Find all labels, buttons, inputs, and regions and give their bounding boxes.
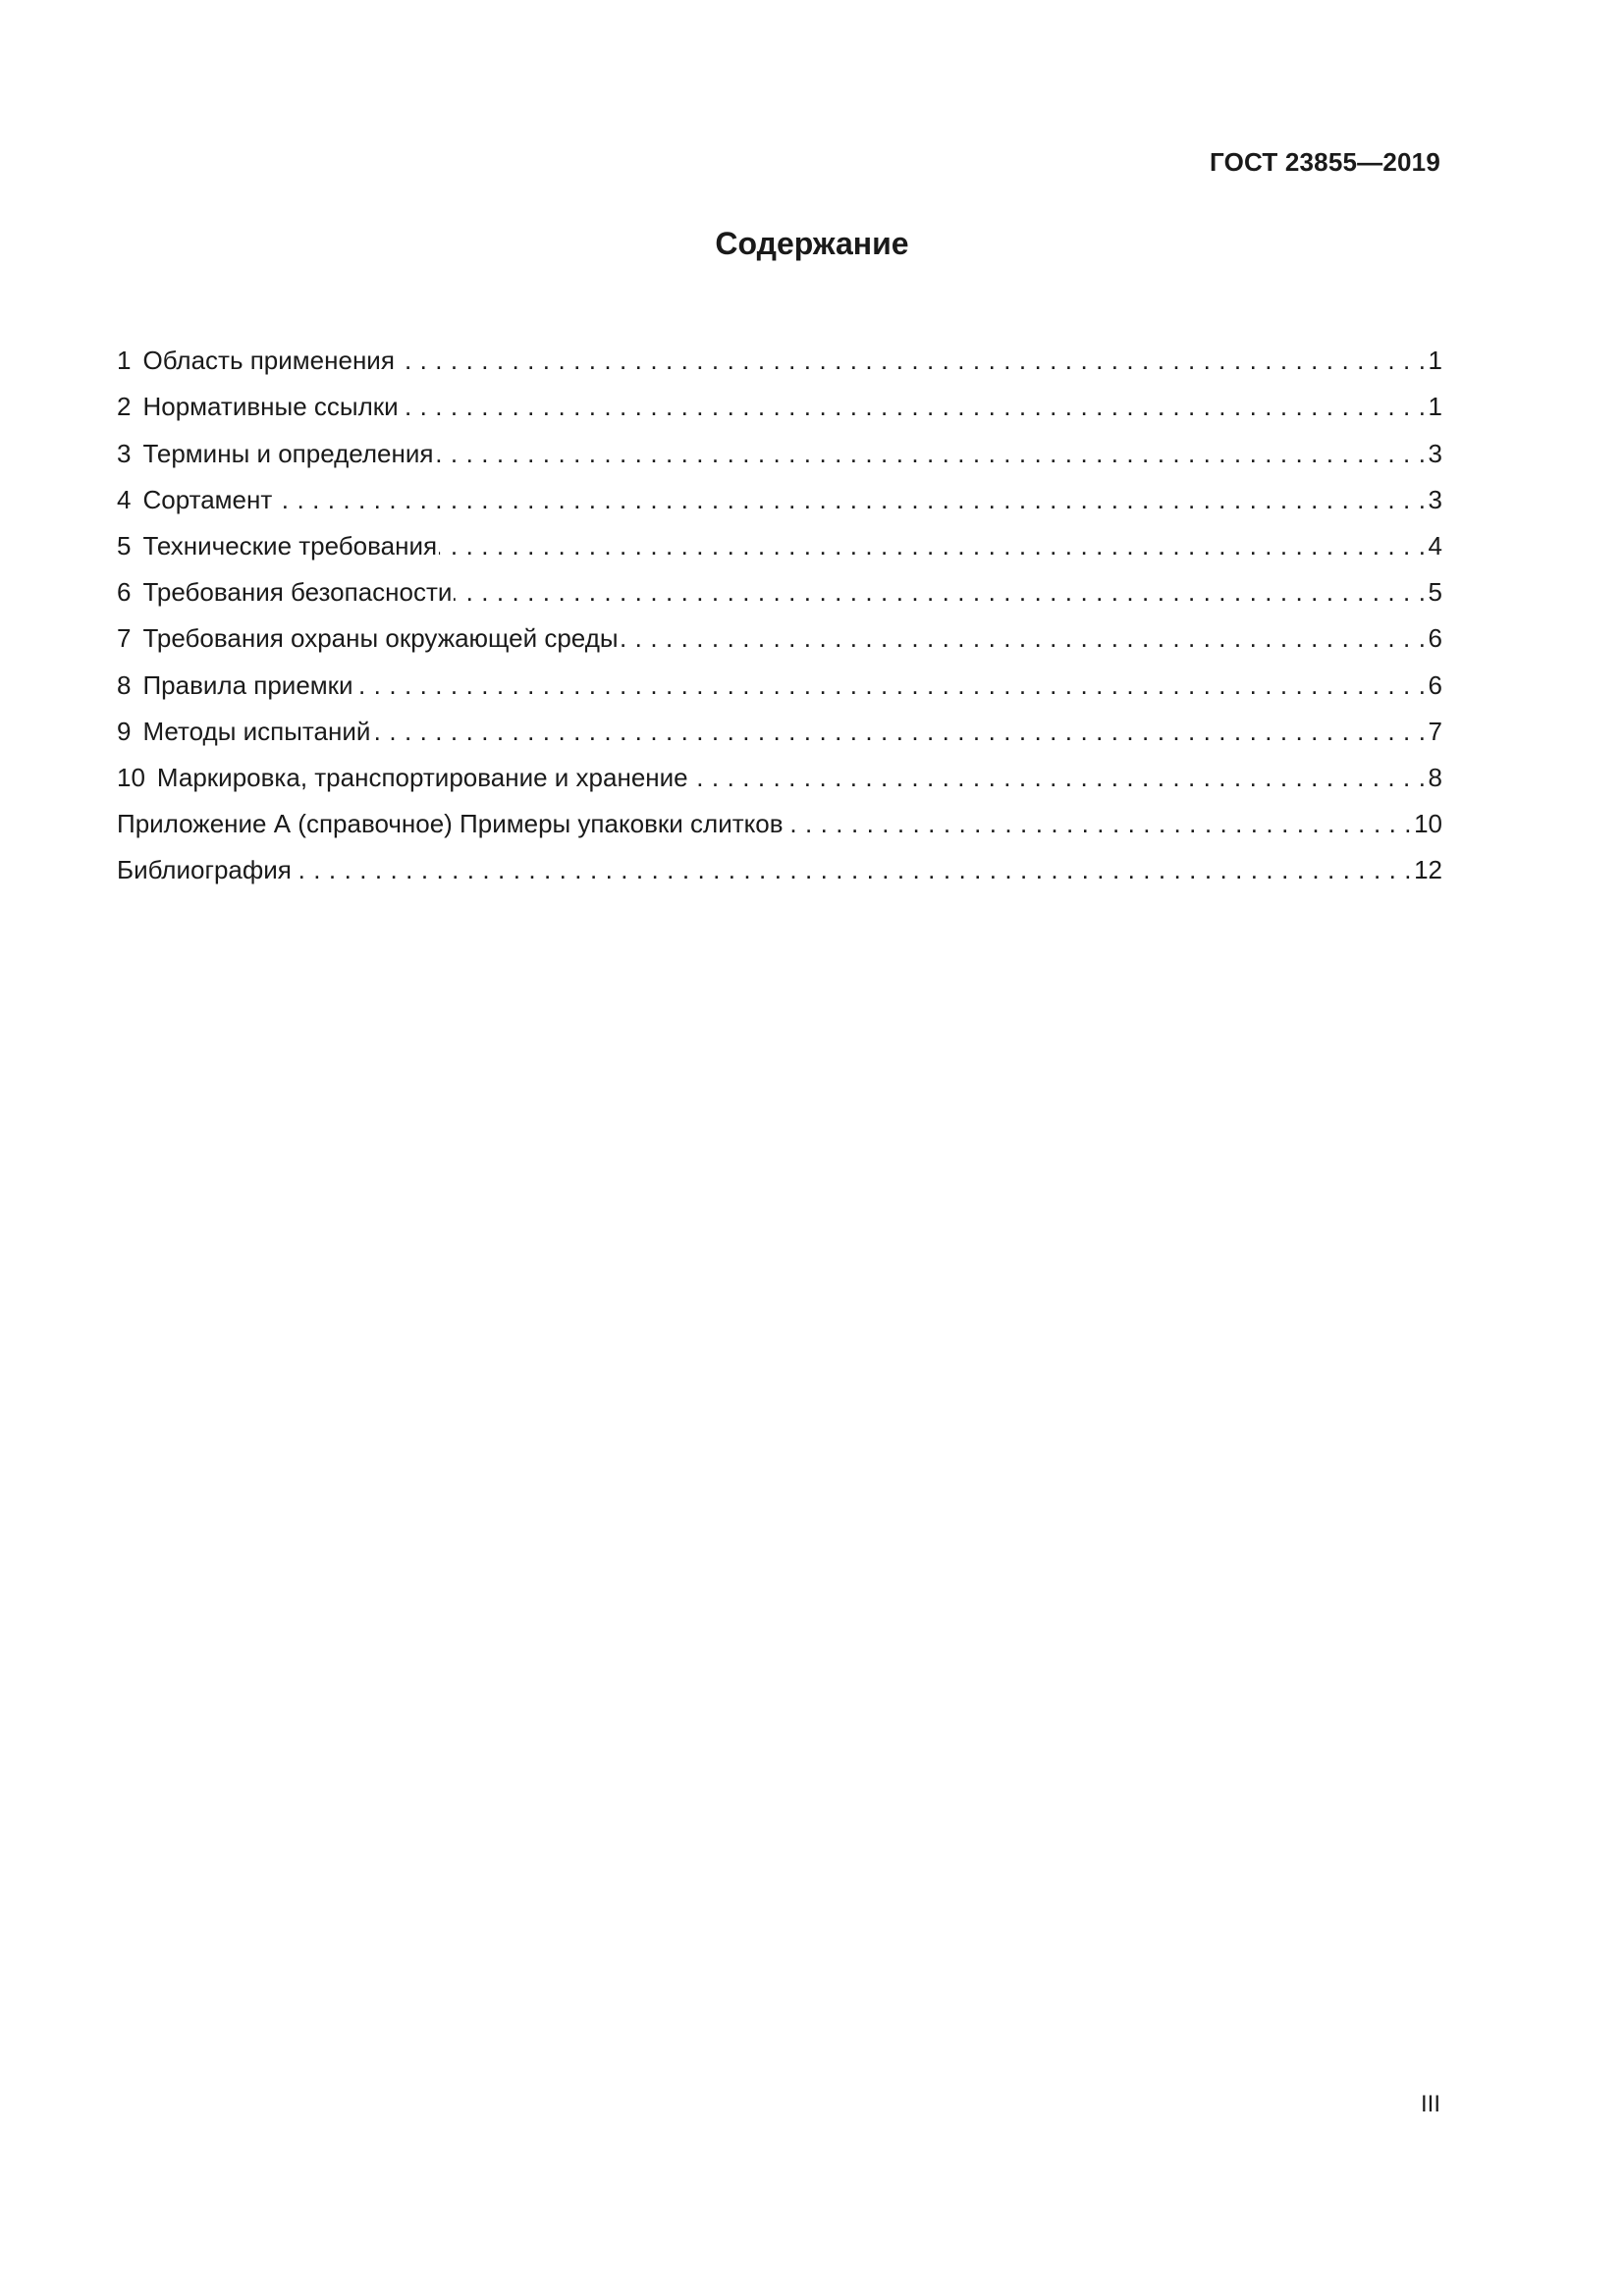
toc-entry[interactable]: [117, 562, 1442, 609]
toc-entry-number: 3: [117, 438, 132, 468]
dot-leader: [397, 344, 1427, 377]
toc-entry-number: 7: [117, 623, 132, 654]
toc-entry-label: Библиография: [117, 855, 292, 885]
toc-entry-page: 6: [1428, 623, 1442, 654]
toc-entry-page: 3: [1428, 438, 1442, 468]
toc-entry-number: 10: [117, 762, 145, 792]
toc-entry-page: 7: [1428, 716, 1442, 746]
dot-leader: [372, 715, 1426, 748]
toc-entry[interactable]: [117, 470, 1442, 516]
toc-entry-label: Правила приемки: [142, 669, 353, 700]
toc-entry-page: 12: [1414, 855, 1442, 885]
toc-title: Содержание: [715, 226, 909, 261]
toc-entry-label: Технические требования: [142, 530, 438, 561]
dot-leader: [439, 529, 1426, 562]
toc-entry-label: Методы испытаний: [142, 716, 371, 746]
toc-entry-page: 10: [1414, 809, 1442, 839]
toc-entry-label: Область применения: [142, 346, 395, 376]
dot-leader: [294, 853, 1412, 886]
toc-entry[interactable]: [117, 609, 1442, 655]
toc-entry-number: 1: [117, 346, 132, 376]
toc-entry[interactable]: [117, 840, 1442, 886]
toc-entry-label: Требования безопасности: [142, 577, 453, 608]
toc-entry-label: Требования охраны окружающей среды: [142, 623, 619, 654]
toc-entry[interactable]: [117, 423, 1442, 469]
toc-entry[interactable]: [117, 516, 1442, 562]
toc-entry-number: 8: [117, 669, 132, 700]
toc-entry-label: Приложение А (справочное) Примеры упаковки слитков: [117, 809, 784, 839]
table-of-contents: [117, 331, 1442, 886]
toc-entry[interactable]: [117, 655, 1442, 701]
dot-leader: [355, 668, 1427, 702]
toc-entry-number: 4: [117, 484, 132, 514]
toc-entry-label: Сортамент: [142, 484, 273, 514]
toc-entry-label: Маркировка, транспортирование и хранение: [156, 762, 688, 792]
toc-entry[interactable]: [117, 794, 1442, 840]
dot-leader: [785, 807, 1413, 840]
toc-entry-number: 6: [117, 577, 132, 608]
dot-leader: [274, 483, 1426, 516]
dot-leader: [454, 575, 1426, 609]
toc-entry[interactable]: [117, 377, 1442, 423]
toc-entry-page: 1: [1428, 392, 1442, 422]
toc-entry[interactable]: [117, 331, 1442, 377]
toc-entry-page: 5: [1428, 577, 1442, 608]
toc-entry[interactable]: [117, 702, 1442, 748]
toc-entry-label: Нормативные ссылки: [142, 392, 399, 422]
toc-entry-page: 3: [1428, 484, 1442, 514]
toc-entry-label: Термины и определения: [142, 438, 434, 468]
toc-entry-page: 4: [1428, 530, 1442, 561]
page-number: III: [1420, 2091, 1440, 2117]
document-code: ГОСТ 23855—2019: [1210, 147, 1440, 177]
dot-leader: [690, 761, 1427, 794]
toc-entry-page: 6: [1428, 669, 1442, 700]
toc-entry-page: 1: [1428, 346, 1442, 376]
toc-entry[interactable]: [117, 748, 1442, 794]
toc-entry-page: 8: [1428, 762, 1442, 792]
dot-leader: [435, 437, 1426, 470]
dot-leader: [621, 621, 1427, 655]
toc-entry-number: 2: [117, 392, 132, 422]
toc-entry-number: 5: [117, 530, 132, 561]
toc-entry-number: 9: [117, 716, 132, 746]
dot-leader: [401, 390, 1427, 423]
